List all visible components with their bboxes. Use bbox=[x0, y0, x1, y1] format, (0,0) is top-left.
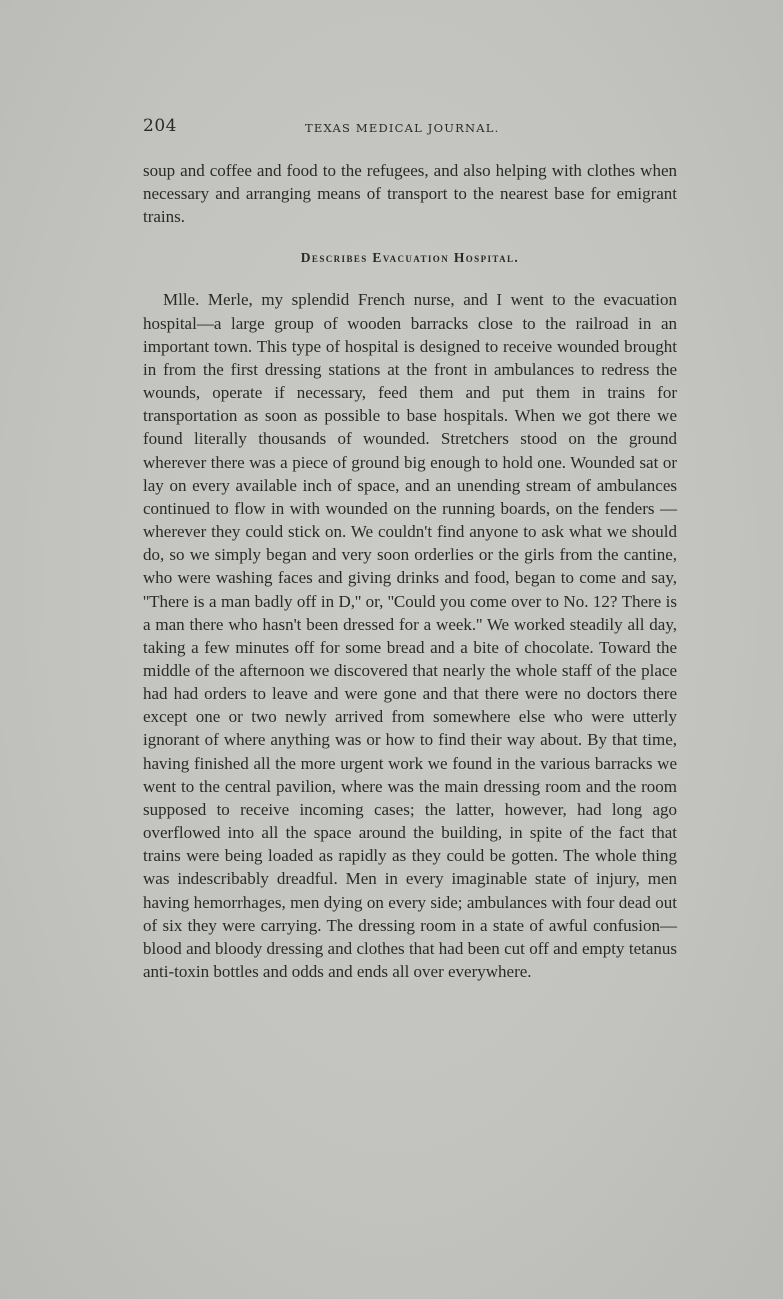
intro-paragraph: soup and coffee and food to the refugees, and also helping with clothes when necessary and arranging means of transport to the nearest base for emigrant trains. bbox=[143, 161, 677, 227]
running-title: TEXAS MEDICAL JOURNAL. bbox=[305, 121, 500, 135]
main-paragraph: Mlle. Merle, my splendid French nurse, and I went to the evacuation hospital—a large group of wooden barracks close to the railroad in an important town. This type of hospital is designed to receive wounded brought in from the first dressing stations at the front in ambulances to redress the wounds, operate if necessary, feed them and put them in trains for transportation as soon as possible to base hospitals. When we got there we found literally thousands of wounded. Stretchers stood on the ground wherever there was a piece of ground big enough to hold one. Wounded sat or lay on every available inch of space, and an unending stream of ambulances continued to flow in with wounded on the running boards, on the fenders —wherever they could stick on. We couldn't find anyone to ask what we should do, so we simply began and very soon orderlies or the girls from the cantine, who were washing faces and giving drinks and food, began to come and say, ''There is a man badly off in D,'' or, ''Could you come over to No. 12? There is a man there who hasn't been dressed for a week.'' We worked steadily all day, taking a few minutes off for some bread and a bite of chocolate. Toward the middle of the afternoon we discovered that nearly the whole staff of the place had had orders to leave and were gone and that there were no doctors there except one or two newly arrived from somewhere else who were utterly ignorant of where anything was or how to find their way about. By that time, having finished all the more urgent work we found in the various barracks we went to the central pavilion, where was the main dressing room and the room supposed to receive incoming cases; the latter, however, had long ago overflowed into all the space around the building, in spite of the fact that trains were being loaded as rapidly as they could be gotten. The whole thing was indescribably dreadful. Men in every imaginable state of injury, men having hemorrhages, men dying on every side; ambulances with four dead out of six they were carrying. The dressing room in a state of awful confusion—blood and bloody dressing and clothes that had been cut off and empty tetanus anti-toxin bottles and odds and ends all over everywhere. bbox=[143, 290, 677, 981]
article-body bbox=[143, 159, 677, 983]
page-header bbox=[143, 116, 676, 138]
page-number: 204 bbox=[143, 116, 177, 136]
section-heading: Describes Evacuation Hospital. bbox=[300, 250, 520, 266]
